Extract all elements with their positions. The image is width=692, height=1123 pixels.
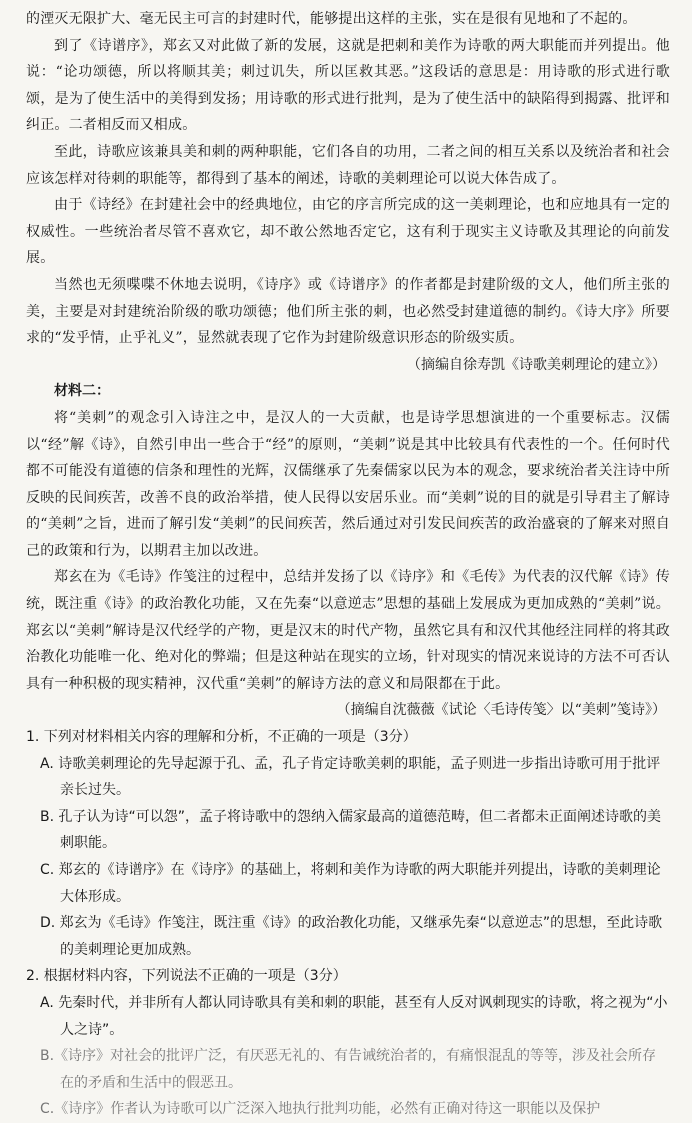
question-2-option-b: B.《诗序》对社会的批评广泛，有厌恶无礼的、有告诫统治者的，有痛恨混乱的等等，涉及社会所存在的矛盾和生活中的假恶丑。 — [40, 1048, 657, 1091]
question-1-option-b: B. 孔子认为诗“可以怨”，孟子将诗歌中的怨纳入儒家最高的道德范畴，但二者都未正面阐述诗歌的美刺职能。 — [40, 808, 662, 852]
paragraph-authority: 由于《诗经》在封建社会中的经典地位，由它的序言所完成的这一美刺理论，也和应地具有一定的权威性。一些统治者尽管不喜欢它，却不敢公然地否定它，这有利于现实主义诗歌及其理论的向前发展。 — [26, 197, 670, 267]
material-two-heading: 材料二： — [54, 383, 110, 400]
paragraph-class-nature: 当然也无须喋喋不休地去说明，《诗序》或《诗谱序》的作者都是封建阶级的文人，他们所主张的美，主要是对封建统治阶级的歌功颂德；他们所主张的刺，也必然受封建道德的制约。《诗大序》所要求的“发乎情，止乎礼义”，显然就表现了它作为封建阶级意识形态的阶级实质。 — [26, 276, 670, 347]
question-2-option-c: C.《诗序》作者认为诗歌可以广泛深入地执行批判功能，必然有正确对待这一职能以及保护 — [40, 1101, 601, 1118]
question-2-option-a: A. 先秦时代，并非所有人都认同诗歌具有美和刺的职能，甚至有人反对讽刺现实的诗歌，将之视为“小人之诗”。 — [40, 994, 668, 1038]
source-citation-1: （摘编自徐寿凯《诗歌美刺理论的建立》） — [407, 356, 666, 373]
question-2-stem: 2. 根据材料内容，下列说法不正确的一项是（3分） — [26, 968, 347, 985]
question-1-stem: 1. 下列对材料相关内容的理解和分析，不正确的一项是（3分） — [26, 729, 417, 746]
question-1-option-c: C. 郑玄的《诗谱序》在《诗序》的基础上，将刺和美作为诗歌的两大职能并列提出，诗歌的美刺理论大体形成。 — [40, 862, 661, 905]
paragraph-continued: 的湮灭无限扩大、毫无民主可言的封建时代，能够提出这样的主张，实在是很有见地和了不起的。 — [26, 11, 637, 27]
question-1-option-d: D. 郑玄为《毛诗》作笺注，既注重《诗》的政治教化功能，又继承先秦“以意逆志”的思想，至此诗歌的美刺理论更加成熟。 — [40, 915, 663, 958]
paragraph-meici-theory-formed: 至此，诗歌应该兼具美和刺的两种职能，它们各自的功用，二者之间的相互关系以及统治者和社会应该怎样对待刺的职能等，都得到了基本的阐述，诗歌的美刺理论可以说大体告成了。 — [26, 143, 670, 187]
paragraph-han-meici: 将“美刺”的观念引入诗注之中，是汉人的一大贡献，也是诗学思想演进的一个重要标志。汉儒以“经”解《诗》，自然引申出一些合于“经”的原则，“美刺”说是其中比较具有代表性的一个。任何时代都不可能没有道德的信条和理性的光辉，汉儒继承了先秦儒家以民为本的观念，要求统治者关注诗中所反映的民间疾苦，改善不良的政治举措，使人民得以安居乐业。而“美刺”说的目的就是引导君主了解诗的“美刺”之旨，进而了解引发“美刺”的民间疾苦，然后通过对引发民间疾苦的政治盛衰的了解来对照自己的政策和行为，以期君主加以改进。 — [26, 409, 670, 559]
paragraph-zheng-xuan: 郑玄在为《毛诗》作笺注的过程中，总结并发扬了以《诗序》和《毛传》为代表的汉代解《诗》传统，既注重《诗》的政治教化功能，又在先秦“以意逆志”思想的基础上发展成为更加成熟的“美刺”说。郑玄以“美刺”解诗是汉代经学的产物，更是汉末的时代产物，虽然它具有和汉代其他经注同样的将其政治教化功能唯一化、绝对化的弊端；但是这种站在现实的立场，针对现实的情况来说诗的方法不可否认具有一种积极的现实精神，汉代重“美刺”的解诗方法的意义和局限都在于此。 — [26, 569, 670, 692]
question-1-option-a: A. 诗歌美刺理论的先导起源于孔、孟，孔子肯定诗歌美刺的职能，孟子则进一步指出诗歌可用于批评亲长过失。 — [40, 755, 661, 799]
paragraph-shipu-xu: 到了《诗谱序》，郑玄又对此做了新的发展，这就是把刺和美作为诗歌的两大职能而并列提出。他说：“论功颂德，所以将顺其美；刺过讥失，所以匡救其恶。”这段话的意思是：用诗歌的形式进行歌颂，是为了使生活中的美得到发扬；用诗歌的形式进行批判，是为了使生活中的缺陷得到揭露、批评和纠正。二者相反而又相成。 — [26, 37, 670, 134]
source-citation-2: （摘编自沈薇薇《试论〈毛诗传笺〉以“美刺”笺诗》） — [336, 702, 666, 719]
